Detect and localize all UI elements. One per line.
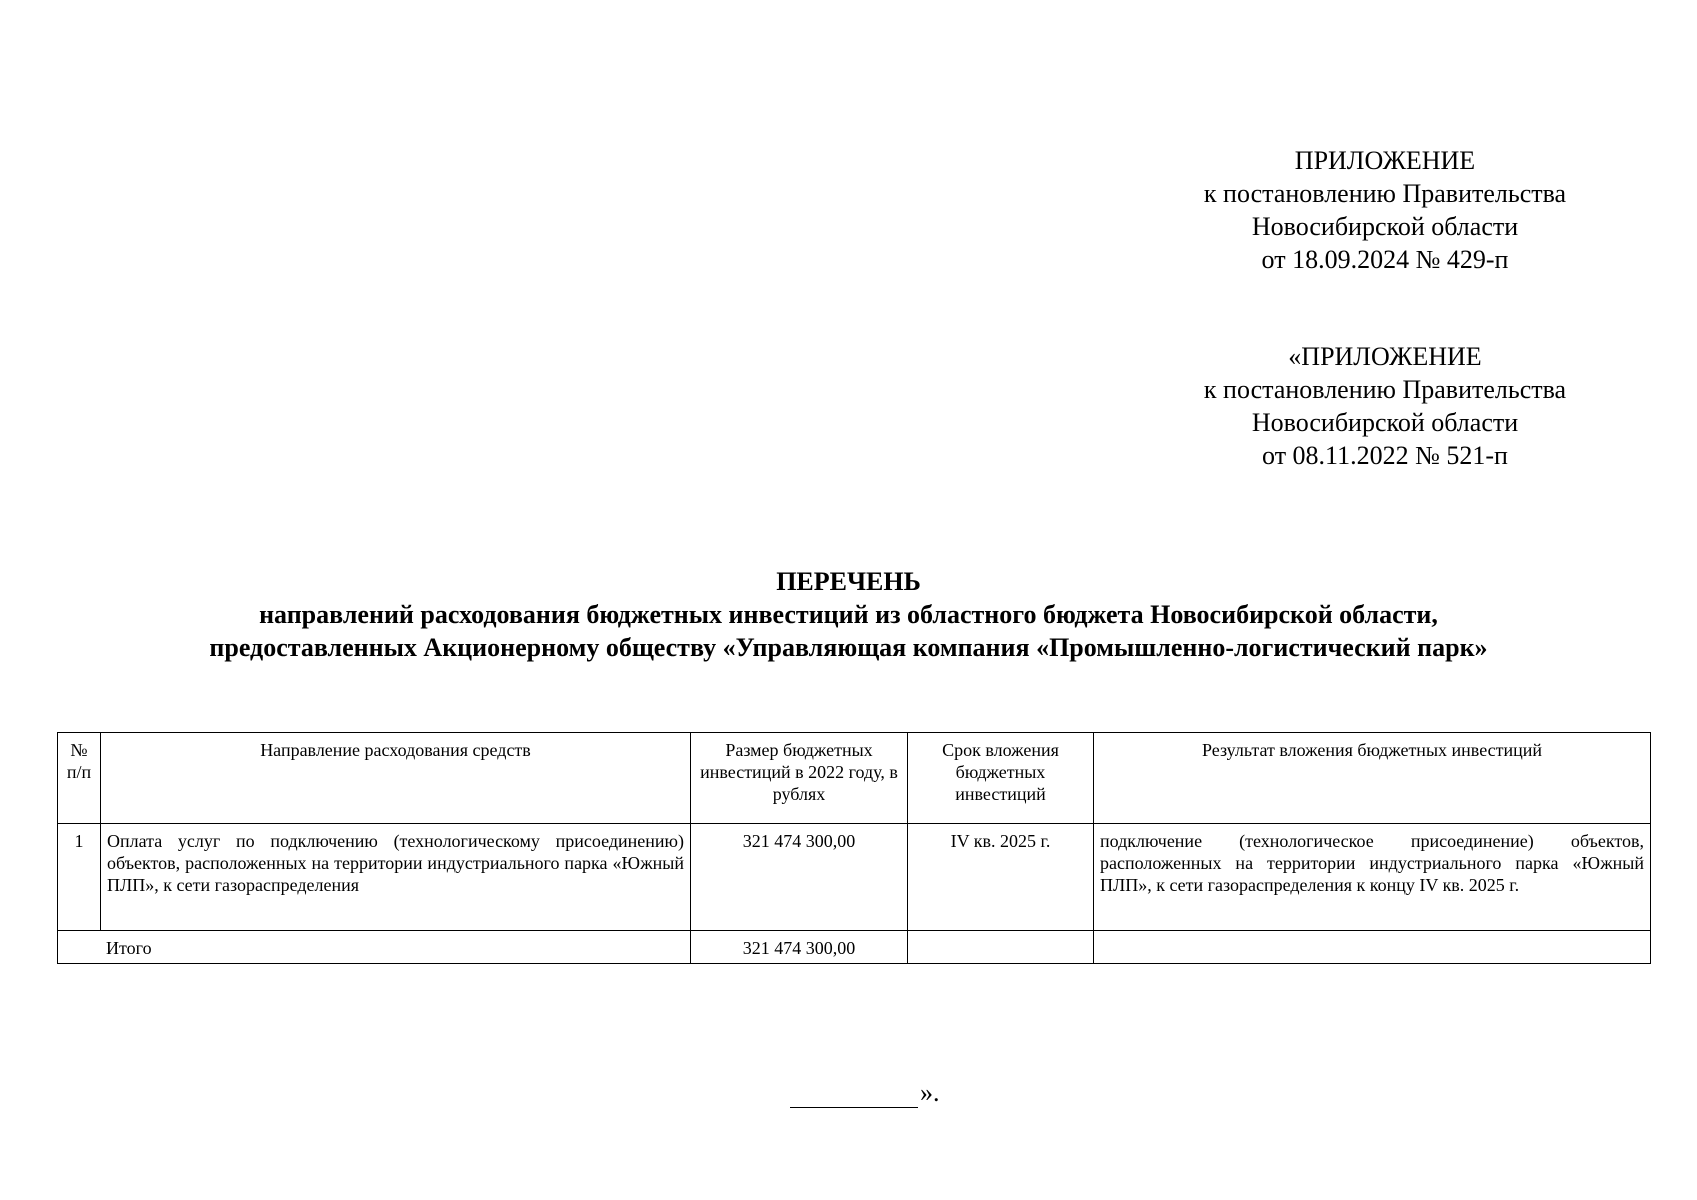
cell-direction: Оплата услуг по подключению (технологическому присоединению) объектов, расположенных на территории индустриального парка «Южный ПЛП», к сети газораспределения: [101, 824, 691, 931]
header-term: Срок вложения бюджетных инвестиций: [908, 733, 1094, 824]
appendix-line: Новосибирской области: [1251, 212, 1519, 241]
title-line: предоставленных Акционерному обществу «Управляющая компания «Промышленно-логистический парк»: [209, 633, 1488, 662]
closing-underline: [790, 1081, 918, 1108]
appendix-line: Новосибирской области: [1251, 408, 1519, 437]
total-amount: 321 474 300,00: [691, 931, 908, 964]
header-amount: Размер бюджетных инвестиций в 2022 году, в рублях: [691, 733, 908, 824]
header-num-line2: п/п: [66, 762, 92, 782]
header-direction: Направление расходования средств: [101, 733, 691, 824]
appendix-line: к постановлению Правительства: [1203, 179, 1567, 208]
title-line: направлений расходования бюджетных инвестиций из областного бюджета Новосибирской области,: [259, 600, 1438, 629]
cell-amount: 321 474 300,00: [691, 824, 908, 931]
investment-table: [57, 732, 1651, 964]
title-heading: ПЕРЕЧЕНЬ: [776, 567, 921, 596]
appendix-current-header: [1150, 144, 1620, 276]
appendix-previous-header: [1150, 340, 1620, 472]
cell-num: 1: [58, 824, 101, 931]
document-title: [0, 565, 1697, 664]
header-num: [58, 733, 101, 824]
total-label-text: Итого: [106, 938, 152, 958]
table-row: [58, 824, 1651, 931]
total-term-empty: [908, 931, 1094, 964]
table-total-row: [58, 931, 1651, 964]
appendix-line: к постановлению Правительства: [1203, 375, 1567, 404]
appendix-title: ПРИЛОЖЕНИЕ: [1294, 146, 1476, 175]
header-num-line1: №: [70, 740, 88, 760]
total-label: [58, 931, 691, 964]
table-header-row: [58, 733, 1651, 824]
appendix-title: «ПРИЛОЖЕНИЕ: [1288, 342, 1482, 371]
appendix-date-number: от 18.09.2024 № 429-п: [1261, 245, 1509, 274]
closing-mark: [790, 1078, 940, 1108]
closing-quote: ».: [920, 1078, 940, 1107]
cell-term: IV кв. 2025 г.: [908, 824, 1094, 931]
total-result-empty: [1094, 931, 1651, 964]
cell-result: подключение (технологическое присоединение) объектов, расположенных на территории индустриального парка «Южный ПЛП», к сети газораспределения к концу IV кв. 2025 г.: [1094, 824, 1651, 931]
appendix-date-number: от 08.11.2022 № 521-п: [1262, 441, 1508, 470]
header-result: Результат вложения бюджетных инвестиций: [1094, 733, 1651, 824]
